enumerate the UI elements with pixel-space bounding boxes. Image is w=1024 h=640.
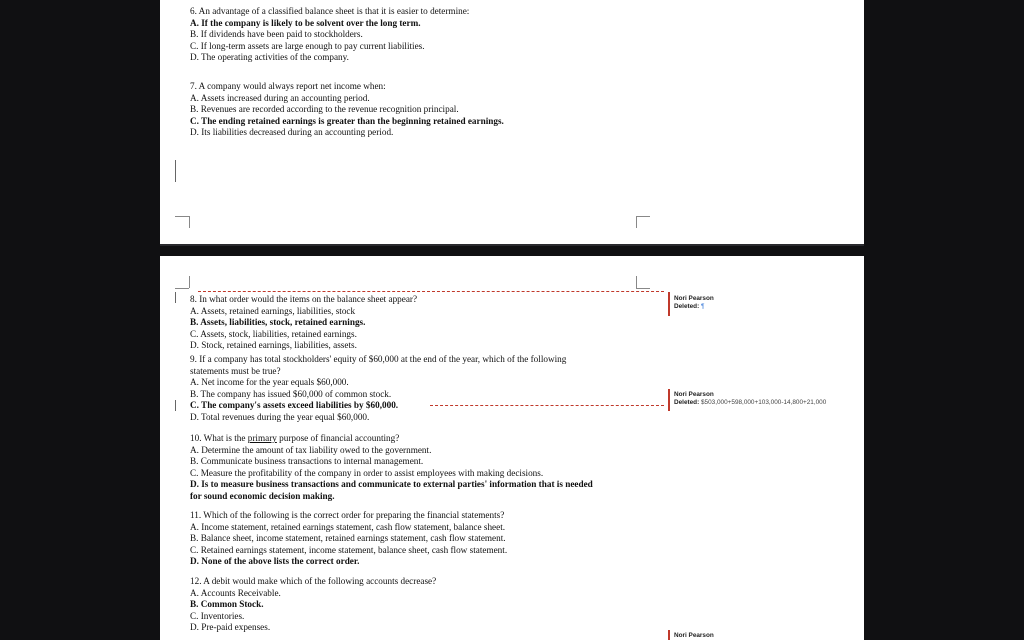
crop-mark — [636, 276, 637, 288]
question-12-option-c: C. Inventories. — [190, 610, 245, 621]
question-11-option-d: D. None of the above lists the correct order. — [190, 556, 360, 567]
question-9-option-c: C. The company's assets exceed liabilities by $60,000. — [190, 400, 399, 411]
question-7-option-a: A. Assets increased during an accounting period. — [190, 92, 370, 103]
comment-label: Deleted: — [674, 303, 700, 310]
question-12-option-b: B. Common Stock. — [190, 599, 264, 610]
revision-connector-line — [198, 291, 664, 292]
comment-bar — [668, 292, 670, 316]
question-10-stem-post: purpose of financial accounting? — [276, 433, 400, 443]
question-9-option-d: D. Total revenues during the year equal $60,000. — [190, 411, 370, 422]
question-8-option-c: C. Assets, stock, liabilities, retained earnings. — [190, 328, 357, 339]
page-break-edge — [160, 244, 864, 246]
question-6-option-a: A. If the company is likely to be solvent over the long term. — [190, 17, 421, 28]
question-6-option-c: C. If long-term assets are large enough to pay current liabilities. — [190, 40, 425, 51]
comment-label: Deleted: — [674, 399, 700, 406]
question-12-option-d: D. Pre-paid expenses. — [190, 622, 271, 633]
question-11-option-a: A. Income statement, retained earnings statement, cash flow statement, balance sheet. — [190, 521, 506, 532]
question-9-option-b: B. The company has issued $60,000 of common stock. — [190, 388, 392, 399]
crop-mark — [636, 288, 650, 289]
crop-mark — [189, 276, 190, 288]
question-10-option-d-line-2: for sound economic decision making. — [190, 490, 335, 501]
question-9-stem-line-1: 9. If a company has total stockholders' equity of $60,000 at the end of the year, which of the following — [190, 354, 567, 364]
question-8-option-b: B. Assets, liabilities, stock, retained earnings. — [190, 317, 366, 328]
question-9-option-a: A. Net income for the year equals $60,000. — [190, 377, 349, 388]
question-11-stem: 11. Which of the following is the correct order for preparing the financial statements? — [190, 510, 505, 520]
revision-comment-3[interactable] — [674, 632, 714, 640]
question-10-option-b: B. Communicate business transactions to internal management. — [190, 456, 424, 467]
change-bar — [175, 160, 176, 182]
comment-author: Nori Pearson — [674, 391, 714, 398]
revision-comment-2[interactable] — [674, 391, 826, 407]
question-11 — [190, 510, 507, 568]
comment-value: ¶ — [701, 303, 705, 310]
question-12 — [190, 576, 436, 634]
question-10-stem — [190, 433, 593, 445]
comment-bar — [668, 389, 670, 411]
crop-mark — [636, 216, 637, 228]
question-12-option-a: A. Accounts Receivable. — [190, 587, 281, 598]
change-bar — [175, 400, 176, 411]
question-10-stem-pre: 10. What is the — [190, 433, 248, 443]
question-10-option-c: C. Measure the profitability of the company in order to assist employees with making decisions. — [190, 467, 544, 478]
question-10-option-d-line-1: D. Is to measure business transactions and communicate to external parties' information that is needed — [190, 479, 593, 490]
change-bar — [175, 292, 176, 303]
question-10-stem-underlined: primary — [247, 433, 277, 443]
crop-mark — [189, 216, 190, 228]
question-6 — [190, 6, 469, 64]
question-8 — [190, 294, 417, 352]
question-10-option-a: A. Determine the amount of tax liability owed to the government. — [190, 444, 432, 455]
question-12-stem: 12. A debit would make which of the following accounts decrease? — [190, 576, 437, 586]
question-8-option-d: D. Stock, retained earnings, liabilities, assets. — [190, 340, 357, 351]
comment-value: $503,000+598,000+103,000-14,800+21,000 — [701, 399, 827, 406]
question-9 — [190, 354, 566, 424]
question-11-option-b: B. Balance sheet, income statement, retained earnings statement, cash flow statement. — [190, 533, 506, 544]
question-8-stem: 8. In what order would the items on the balance sheet appear? — [190, 294, 418, 304]
question-6-option-d: D. The operating activities of the company. — [190, 52, 349, 63]
crop-mark — [175, 216, 189, 217]
comment-bar — [668, 630, 670, 640]
comment-margin-pane — [664, 256, 864, 640]
question-7-option-b: B. Revenues are recorded according to the revenue recognition principal. — [190, 104, 459, 115]
question-11-option-c: C. Retained earnings statement, income statement, balance sheet, cash flow statement. — [190, 544, 508, 555]
revision-comment-1[interactable] — [674, 295, 714, 311]
question-9-stem-line-2: statements must be true? — [190, 365, 281, 376]
question-7-stem: 7. A company would always report net income when: — [190, 81, 386, 91]
question-7-option-d: D. Its liabilities decreased during an accounting period. — [190, 127, 394, 138]
question-10 — [190, 433, 593, 503]
question-7 — [190, 81, 504, 139]
question-6-stem: 6. An advantage of a classified balance sheet is that it is easier to determine: — [190, 6, 470, 16]
question-8-option-a: A. Assets, retained earnings, liabilities, stock — [190, 305, 356, 316]
crop-mark — [175, 288, 189, 289]
comment-author: Nori Pearson — [674, 632, 714, 639]
comment-author: Nori Pearson — [674, 295, 714, 302]
question-6-option-b: B. If dividends have been paid to stockholders. — [190, 29, 363, 40]
question-7-option-c: C. The ending retained earnings is greater than the beginning retained earnings. — [190, 115, 504, 126]
crop-mark — [636, 216, 650, 217]
